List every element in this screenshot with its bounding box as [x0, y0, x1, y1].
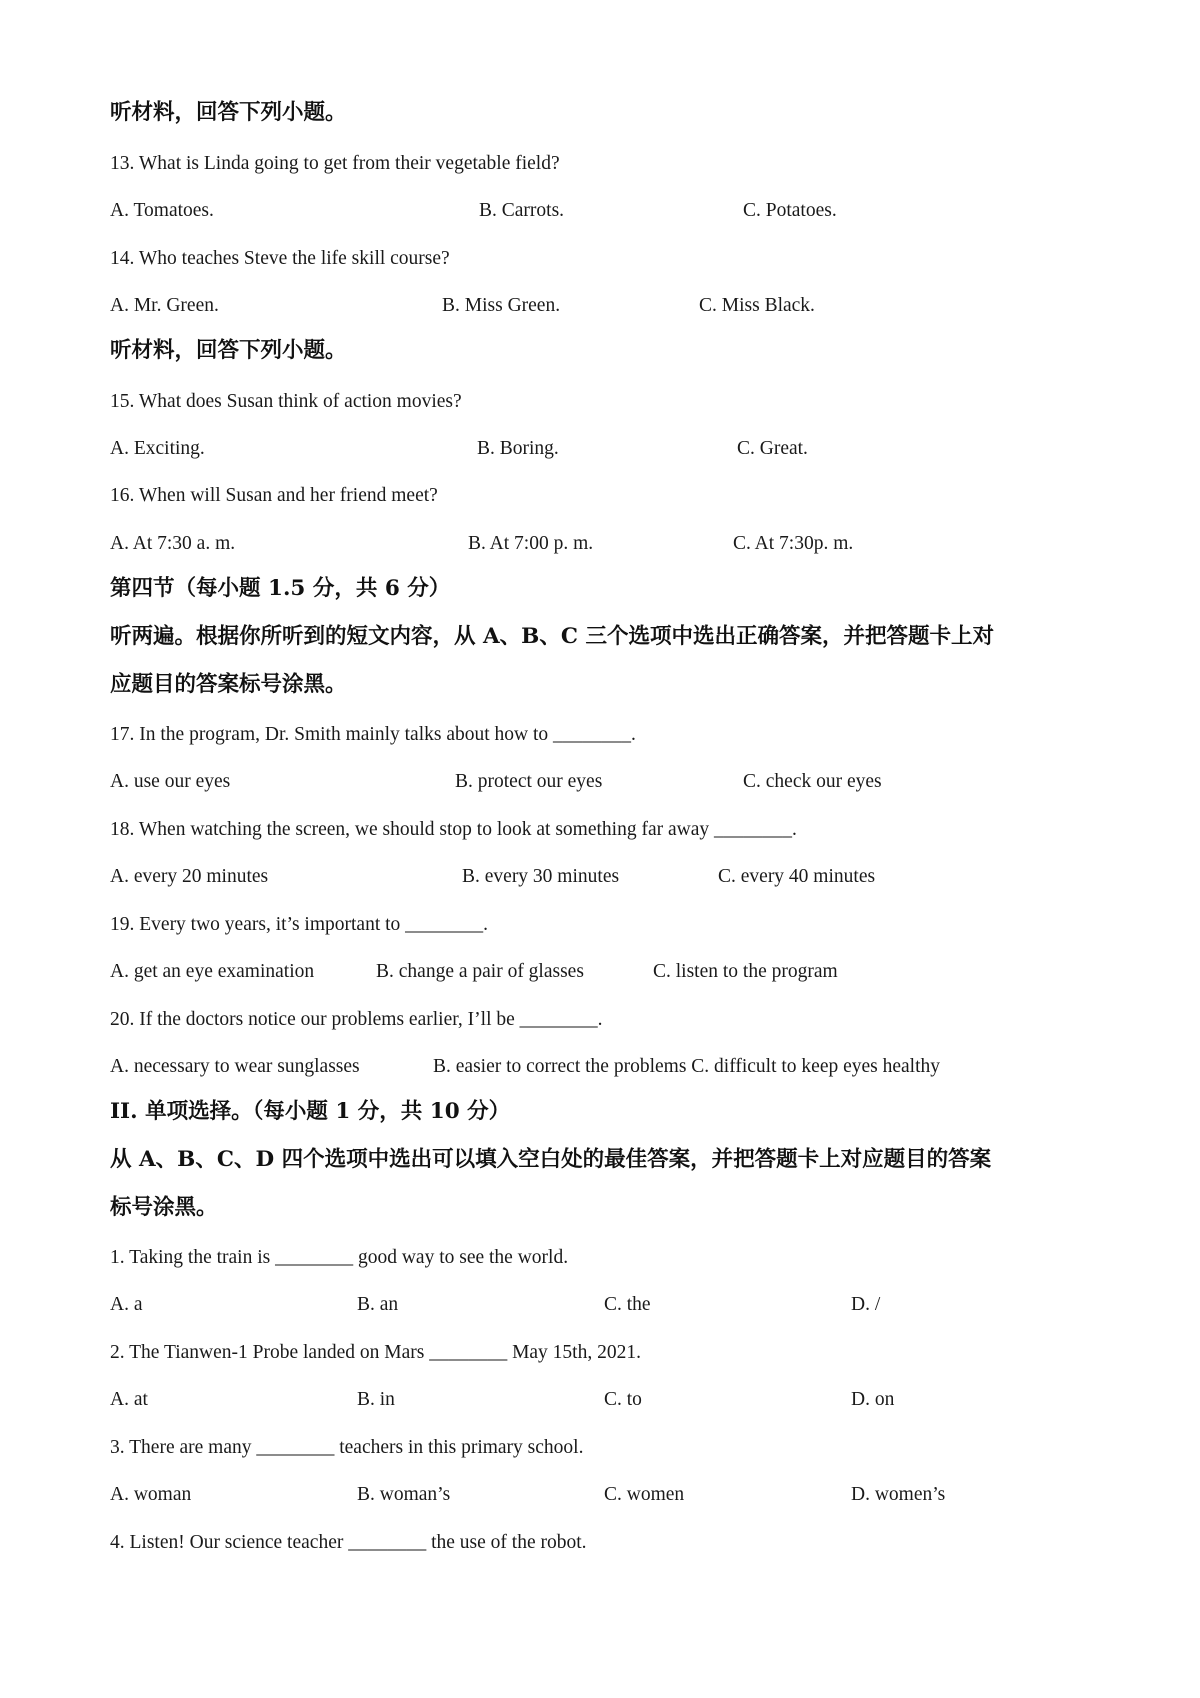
q18-option-a: A. every 20 minutes — [110, 866, 269, 887]
question-18: 18. When watching the screen, we should stop to look at something far away ________. — [110, 819, 797, 840]
question-17: 17. In the program, Dr. Smith mainly talks about how to ________. — [110, 724, 636, 745]
part-instruction: 听两遍。根据你所听到的短文内容，从 A、B、C 三个选项中选出正确答案，并把答题卡上对 — [110, 624, 994, 649]
mc1-option-b: B. an — [357, 1294, 399, 1315]
q19-option-a: A. get an eye examination — [110, 961, 315, 982]
mc2-option-d: D. on — [851, 1389, 895, 1410]
q18-option-b: B. every 30 minutes — [462, 866, 620, 887]
section-heading: 听材料，回答下列小题。 — [110, 100, 347, 125]
q15-option-a: A. Exciting. — [110, 438, 205, 459]
q17-option-b: B. protect our eyes — [455, 771, 603, 792]
q13-option-c: C. Potatoes. — [743, 200, 837, 221]
part-instruction: 标号涂黑。 — [110, 1195, 218, 1220]
mc3-option-d: D. women’s — [851, 1484, 946, 1505]
q14-option-c: C. Miss Black. — [699, 295, 815, 316]
section-heading: 听材料，回答下列小题。 — [110, 338, 347, 363]
q20-option-a: A. necessary to wear sunglasses — [110, 1056, 360, 1077]
q13-option-b: B. Carrots. — [479, 200, 565, 221]
question-13: 13. What is Linda going to get from their vegetable field? — [110, 153, 560, 174]
question-2: 2. The Tianwen-1 Probe landed on Mars ________ May 15th, 2021. — [110, 1342, 641, 1363]
question-19: 19. Every two years, it’s important to ________. — [110, 914, 489, 935]
question-16: 16. When will Susan and her friend meet? — [110, 485, 438, 506]
q17-option-a: A. use our eyes — [110, 771, 231, 792]
q13-option-a: A. Tomatoes. — [110, 200, 214, 221]
q20-option-b: B. easier to correct the problems C. difficult to keep eyes healthy — [433, 1056, 941, 1077]
q18-option-c: C. every 40 minutes — [718, 866, 876, 887]
q17-option-c: C. check our eyes — [743, 771, 882, 792]
mc2-option-a: A. at — [110, 1389, 148, 1410]
q15-option-b: B. Boring. — [477, 438, 559, 459]
question-3: 3. There are many ________ teachers in this primary school. — [110, 1437, 584, 1458]
question-1: 1. Taking the train is ________ good way to see the world. — [110, 1247, 569, 1268]
mc3-option-b: B. woman’s — [357, 1484, 451, 1505]
mc1-option-c: C. the — [604, 1294, 651, 1315]
q15-option-c: C. Great. — [737, 438, 808, 459]
part-instruction: 应题目的答案标号涂黑。 — [110, 672, 347, 697]
mc1-option-d: D. / — [851, 1294, 881, 1315]
question-4: 4. Listen! Our science teacher ________ the use of the robot. — [110, 1532, 587, 1553]
mc3-option-c: C. women — [604, 1484, 685, 1505]
q16-option-b: B. At 7:00 p. m. — [468, 533, 594, 554]
q14-option-b: B. Miss Green. — [442, 295, 561, 316]
mc2-option-c: C. to — [604, 1389, 642, 1410]
question-20: 20. If the doctors notice our problems earlier, I’ll be ________. — [110, 1009, 603, 1030]
q14-option-a: A. Mr. Green. — [110, 295, 219, 316]
part-title: 第四节（每小题 1.5 分，共 6 分） — [110, 576, 451, 601]
question-15: 15. What does Susan think of action movies? — [110, 391, 462, 412]
mc3-option-a: A. woman — [110, 1484, 192, 1505]
part-instruction: 从 A、B、C、D 四个选项中选出可以填入空白处的最佳答案，并把答题卡上对应题目的答案 — [110, 1147, 992, 1172]
q16-option-a: A. At 7:30 a. m. — [110, 533, 236, 554]
mc1-option-a: A. a — [110, 1294, 143, 1315]
q19-option-c: C. listen to the program — [653, 961, 838, 982]
question-14: 14. Who teaches Steve the life skill course? — [110, 248, 450, 269]
part-title: II. 单项选择。（每小题 1 分，共 10 分） — [110, 1099, 511, 1124]
q19-option-b: B. change a pair of glasses — [376, 961, 584, 982]
q16-option-c: C. At 7:30p. m. — [733, 533, 854, 554]
mc2-option-b: B. in — [357, 1389, 395, 1410]
